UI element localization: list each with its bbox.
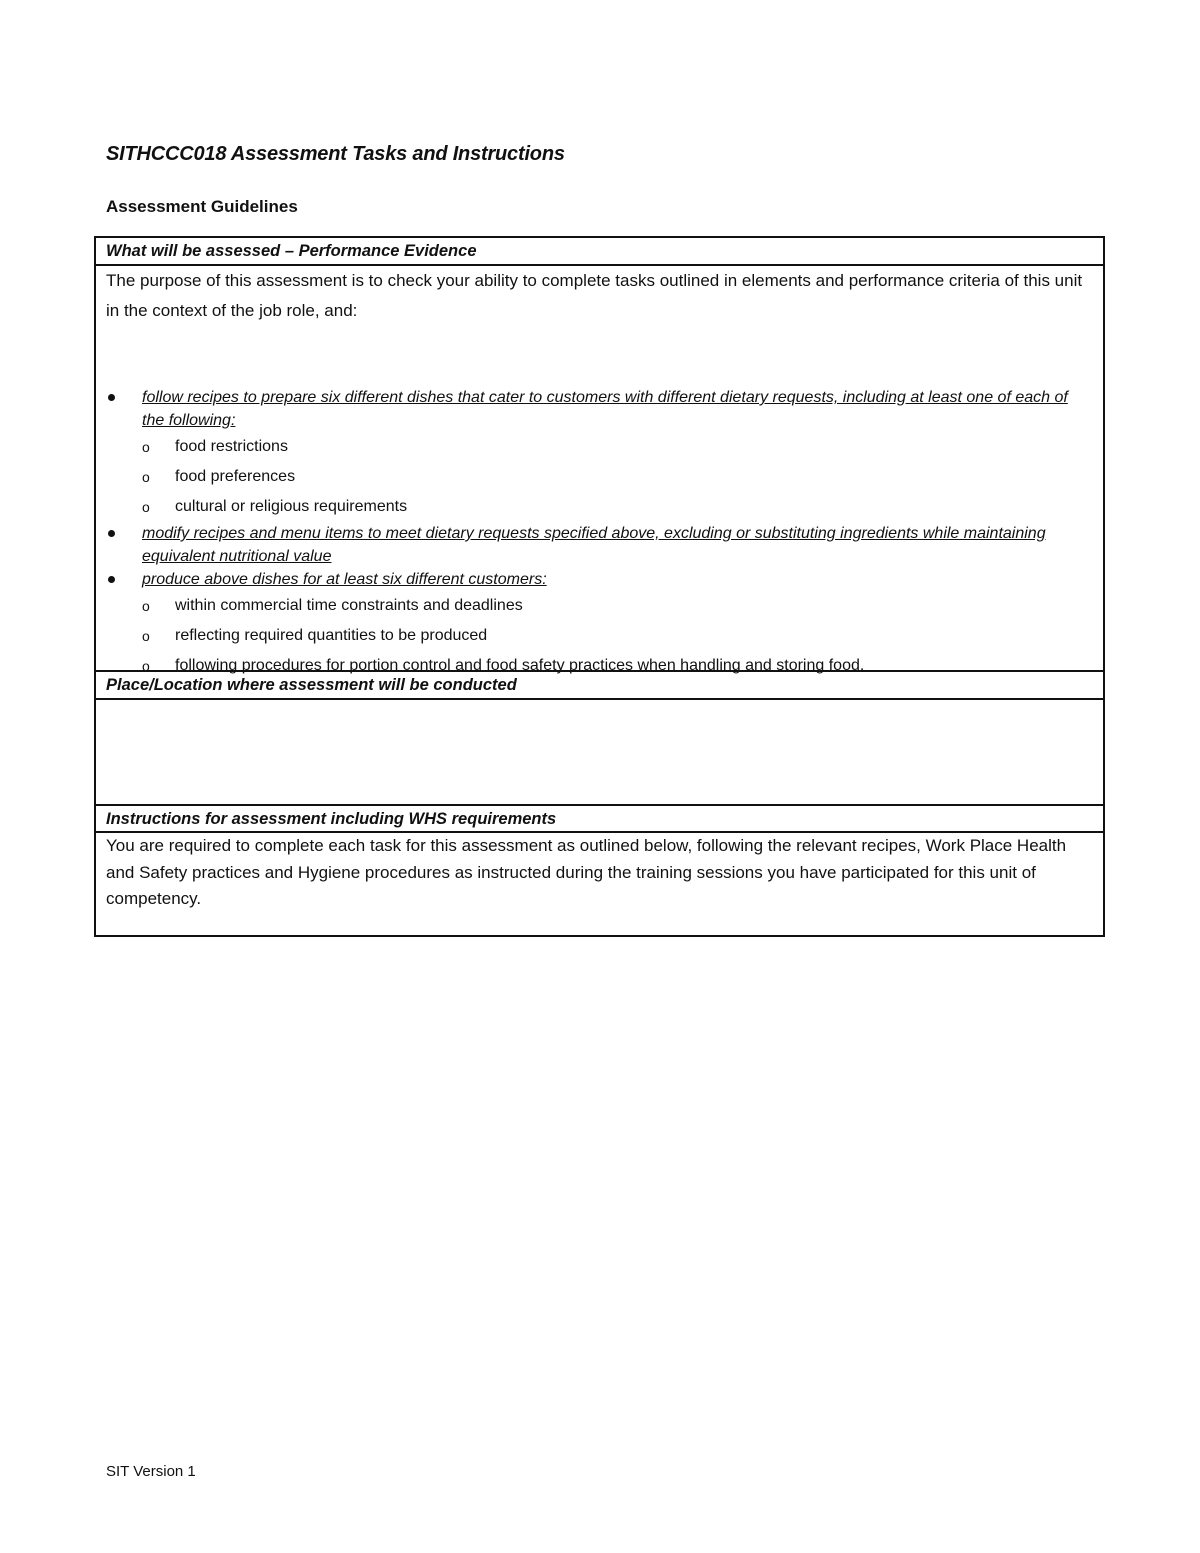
bullet-text: produce above dishes for at least six different customers: xyxy=(142,571,547,588)
sub-item-text: food preferences xyxy=(175,468,296,485)
bullet-item xyxy=(96,568,1087,591)
sub-item xyxy=(96,621,1103,651)
sub-item-text: food restrictions xyxy=(175,438,288,455)
bullet-icon xyxy=(108,394,115,401)
sub-item-text: within commercial time constraints and deadlines xyxy=(175,597,523,614)
sub-item xyxy=(96,591,1103,621)
performance-bullet-list xyxy=(96,386,1103,681)
location-header: Place/Location where assessment will be conducted xyxy=(106,676,517,694)
sub-item xyxy=(96,492,1103,522)
list-item xyxy=(96,568,1103,681)
footer-version: SIT Version 1 xyxy=(106,1463,196,1480)
performance-evidence-header: What will be assessed – Performance Evidence xyxy=(106,242,477,260)
bullet-text: follow recipes to prepare six different dishes that cater to customers with different dietary requests, including at least one of each of the following: xyxy=(142,389,1068,429)
sub-item xyxy=(96,432,1103,462)
document-title: SITHCCC018 Assessment Tasks and Instructions xyxy=(106,143,565,165)
instructions-cell xyxy=(96,833,1103,913)
hollow-circle-icon: o xyxy=(142,499,150,515)
assessment-guidelines-table xyxy=(94,236,1105,937)
sub-item-text: reflecting required quantities to be produced xyxy=(175,627,488,644)
list-item xyxy=(96,386,1103,522)
location-value-cell[interactable] xyxy=(96,700,1103,804)
bullet-text: modify recipes and menu items to meet dietary requests specified above, excluding or substituting ingredients while maintaining equivalent nutritional value xyxy=(142,525,1046,565)
sub-list xyxy=(96,591,1103,681)
sub-item-text: following procedures for portion control and food safety practices when handling and storing food. xyxy=(175,657,865,674)
hollow-circle-icon: o xyxy=(142,658,150,674)
bullet-icon xyxy=(108,530,115,537)
hollow-circle-icon: o xyxy=(142,598,150,614)
sub-item-text: cultural or religious requirements xyxy=(175,498,408,515)
sub-item xyxy=(96,462,1103,492)
hollow-circle-icon: o xyxy=(142,628,150,644)
sub-list xyxy=(96,432,1103,522)
instructions-header: Instructions for assessment including WHS requirements xyxy=(106,810,557,828)
instructions-text: You are required to complete each task for this assessment as outlined below, following the relevant recipes, Work Place Health and Safety practices and Hygiene procedures as instructed during the training sessions you have participated for this unit of competency. xyxy=(106,836,1067,908)
bullet-item xyxy=(96,522,1087,568)
bullet-item xyxy=(96,386,1087,432)
bullet-icon xyxy=(108,576,115,583)
performance-evidence-cell xyxy=(96,266,1103,674)
list-item xyxy=(96,522,1103,568)
hollow-circle-icon: o xyxy=(142,439,150,455)
performance-intro-text: The purpose of this assessment is to check your ability to complete tasks outlined in elements and performance criteria of this unit in the context of the job role, and: xyxy=(106,271,1083,320)
section-title: Assessment Guidelines xyxy=(106,197,298,216)
hollow-circle-icon: o xyxy=(142,469,150,485)
